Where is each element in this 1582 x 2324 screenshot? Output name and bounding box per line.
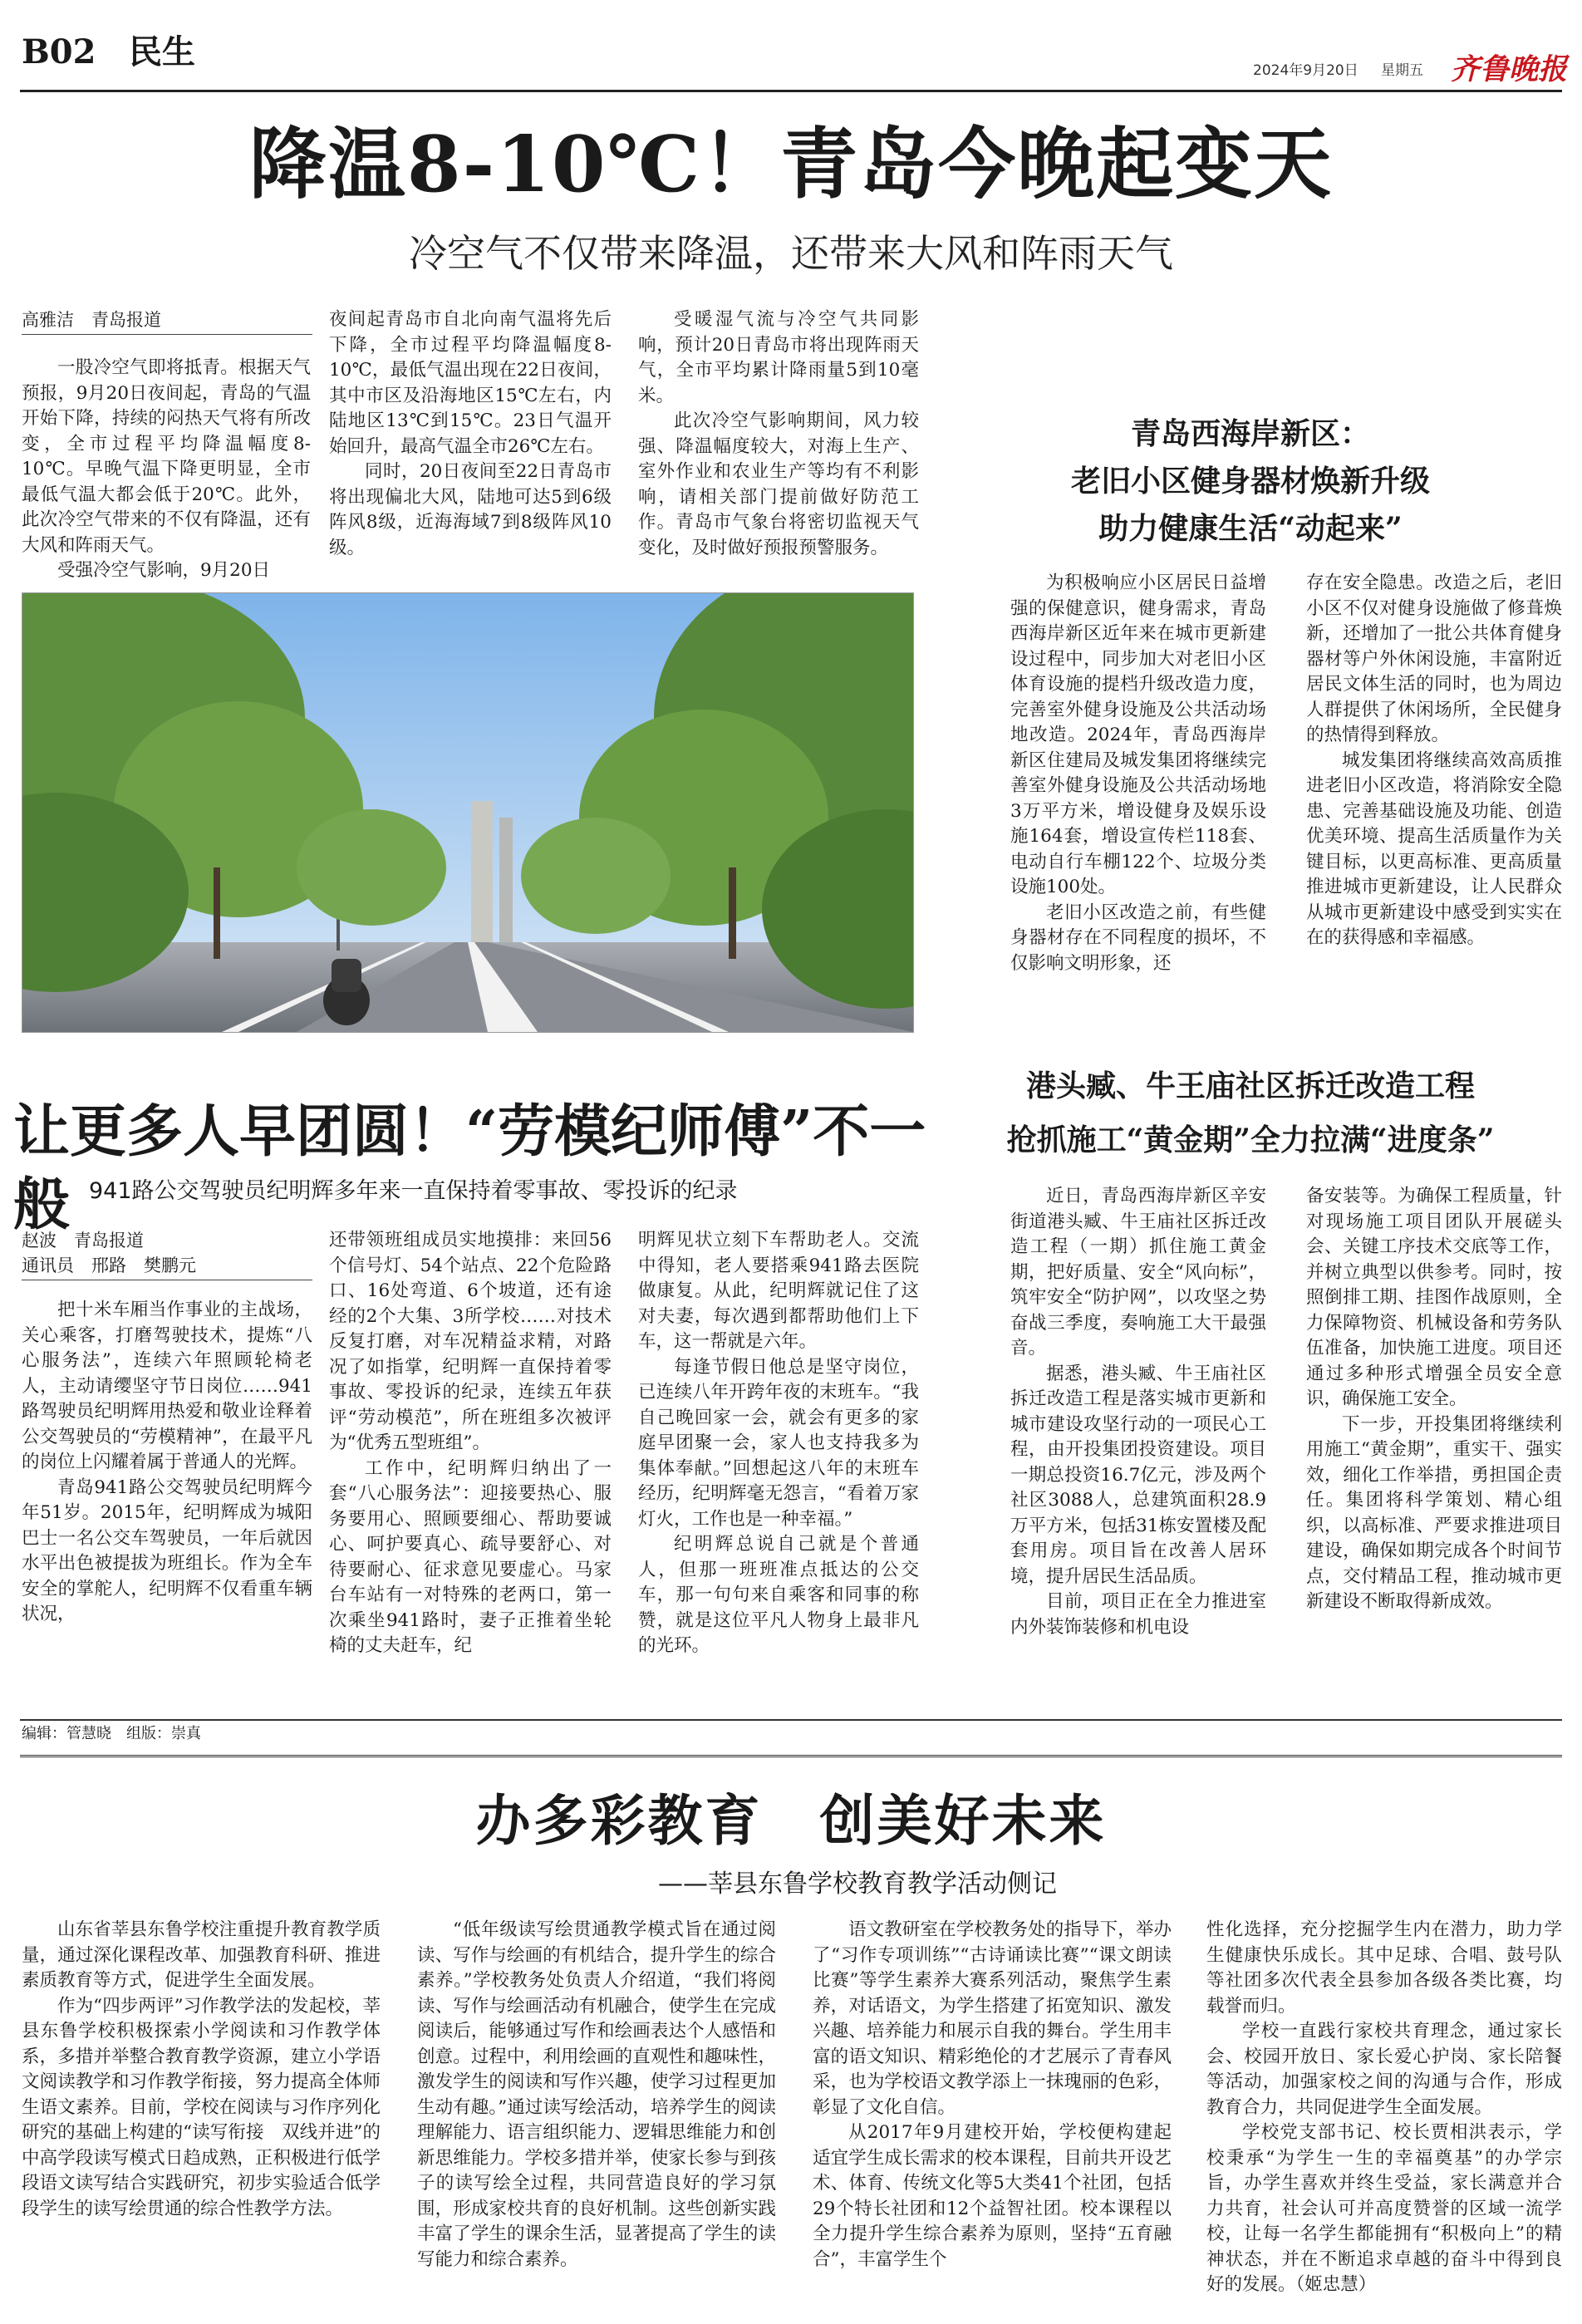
paragraph: 此次冷空气影响期间，风力较强、降温幅度较大，对海上生产、室外作业和农业生产等均有不利影响，请相关部门提前做好防范工作。青岛市气象台将密切监视天气变化，及时做好预报预警服务。 <box>638 410 919 558</box>
article2-subtitle: 941路公交驾驶员纪明辉多年来一直保持着零事故、零投诉的纪录 <box>89 1178 738 1204</box>
paragraph: 受强冷空气影响，9月20日 <box>57 560 271 581</box>
article1-col1 <box>22 356 311 584</box>
article2-byline-correspondents: 通讯员 邢路 樊鹏元 <box>22 1255 196 1275</box>
paragraph: “低年级读写绘贯通教学模式旨在通过阅读、写作与绘画的有机结合，提升学生的综合素养。”学校教务处负责人介绍道，“我们将阅读、写作与绘画活动有机融合，使学生在完成阅读后，能够通过写作和绘画表达个人感悟和创意。过程中，利用绘画的直观性和趣味性，激发学生的阅读和写作兴趣，使学习过程更加生动有趣。”通过读写绘活动，培养学生的阅读理解能力、语言组织能力、逻辑思维能力和创新思维能力。学校多措并举，使家长参与到孩子的读写绘全过程，共同营造良好的学习氛围，形成家校共育的良好机制。这些创新实践丰富了学生的课余生活，显著提高了学生的读写能力和综合素养。 <box>417 1919 776 2270</box>
section-divider <box>20 1755 1562 1757</box>
newspaper-logo: 齐鲁晚报 <box>1451 52 1568 86</box>
article5-author: （姬忠慧） <box>1295 2274 1377 2295</box>
paragraph: 工作中，纪明辉归纳出了一套“八心服务法”：迎接要热心、服务要用心、照顾要细心、帮助要诚心、呵护要真心、疏导要舒心、对待要耐心、征求意见要虚心。马家台车站有一对特殊的老两口，第一次乘坐941路时，妻子正推着坐轮椅的丈夫赶车，纪 <box>329 1457 612 1656</box>
paragraph: 备安装等。为确保工程质量，针对现场施工项目团队开展磋头会、关键工序技术交底等工作，并树立典型以供参考。同时，按照倒排工期、挂图作战原则，全力保障物资、机械设备和劳务队伍准备，加快施工进度。项目还通过多种形式增强全员安全意识，确保施工安全。 <box>1306 1186 1562 1409</box>
paragraph: 学校一直践行家校共育理念，通过家长会、校园开放日、家长爱心护岗、家长陪餐等活动，加强家校之间的沟通与合作，形成教育合力，共同促进学生全面发展。 <box>1206 2021 1562 2118</box>
page-number: B02 <box>22 32 96 71</box>
article2-col2 <box>329 1228 612 1659</box>
paragraph: 把十米车厢当作事业的主战场，关心乘客，打磨驾驶技术，提炼“八心服务法”，连续六年照顾轮椅老人，主动请缨坚守节日岗位……941路驾驶员纪明辉用热爱和敬业诠释着公交驾驶员的“劳模精神”，在最平凡的岗位上闪耀着属于普通人的光辉。 <box>22 1300 312 1472</box>
street-photo-image <box>22 593 913 1032</box>
article2-title: 让更多人早团圆！“劳模纪师傅”不一般 <box>13 1098 926 1238</box>
title-line: 助力健康生活“动起来” <box>1098 511 1403 546</box>
article2-col3 <box>638 1228 919 1659</box>
paragraph-text: 学校党支部书记、校长贾相洪表示，学校秉承“为学生一生的幸福奠基”的办学宗旨，办学生喜欢并终生受益，家长满意并合力共育，社会认可并高度赞誉的区域一流学校，让每一名学生都能拥有“积极向上”的精神状态，并在不断追求卓越的奋斗中得到良好的发展。 <box>1206 2122 1562 2295</box>
paragraph: 同时，20日夜间至22日青岛市将出现偏北大风，陆地可达5到6级阵风8级，近海海域7到8级阵风10级。 <box>329 461 612 558</box>
article4-col2 <box>1306 1184 1562 1615</box>
paragraph: 受暖湿气流与冷空气共同影响，预计20日青岛市将出现阵雨天气，全市平均累计降雨量5到10毫米。 <box>638 309 919 406</box>
article5-col2 <box>417 1918 776 2272</box>
article2-col1 <box>22 1298 312 1628</box>
article3-title <box>939 410 1562 553</box>
title-line: 老旧小区健身器材焕新升级 <box>1070 464 1430 499</box>
paragraph: 下一步，开投集团将继续利用施工“黄金期”，重实干、强实效，细化工作举措，勇担国企责任。集团将科学策划、精心组织，以高标准、严要求推进项目建设，确保如期完成各个时间节点，交付精品工程，推动城市更新建设不断取得新成效。 <box>1306 1413 1562 1612</box>
paragraph: 老旧小区改造之前，有些健身器材存在不同程度的损坏，不仅影响文明形象，还 <box>1010 902 1266 974</box>
street-photo <box>22 592 914 1033</box>
article1-title: 降温8-10℃！青岛今晚起变天 <box>248 119 1334 209</box>
article5-col3 <box>813 1918 1172 2272</box>
article1-subtitle: 冷空气不仅带来降温，还带来大风和阵雨天气 <box>409 231 1173 276</box>
article3-col1 <box>1010 571 1266 976</box>
issue-weekday: 星期五 <box>1381 62 1423 79</box>
article1-col3 <box>638 307 919 561</box>
paragraph: 青岛941路公交驾驶员纪明辉今年51岁。2015年，纪明辉成为城阳巴士一名公交车驾驶员，一年后就因水平出色被提拔为班组长。作为全车安全的掌舵人，纪明辉不仅看重车辆状况， <box>22 1476 312 1624</box>
paragraph: 目前，项目正在全力推进室内外装饰装修和机电设 <box>1010 1591 1266 1638</box>
paragraph: 从2017年9月建校开始，学校便构建起适宜学生成长需求的校本课程，目前共开设艺术、体育、传统文化等5大类41个社团，包括29个特长社团和12个益智社团。校本课程以全力提升学生综合素养为原则，坚持“五育融合”，丰富学生个 <box>813 2122 1172 2270</box>
paragraph: 一股冷空气即将抵青。根据天气预报，9月20日夜间起，青岛的气温开始下降，持续的闷热天气将有所改变，全市过程平均降温幅度8-10℃。早晚气温下降更明显，全市最低气温大都会低于20℃。此外，此次冷空气带来的不仅有降温，还有大风和阵雨天气。 <box>22 357 311 556</box>
header-rule <box>20 90 1562 92</box>
paragraph: 还带领班组成员实地摸排：来回56个信号灯、54个站点、22个危险路口、16处弯道、6个坡道，还有途经的2个大集、3所学校……对技术反复打磨，对车况精益求精，对路况了如指掌，纪明辉一直保持着零事故、零投诉的纪录，连续五年获评“劳动模范”，所在班组多次被评为“优秀五型班组”。 <box>329 1230 612 1453</box>
article2-byline-reporter: 赵波 青岛报道 <box>22 1231 144 1250</box>
article5-col4 <box>1206 1918 1562 2298</box>
paragraph: 存在安全隐患。改造之后，老旧小区不仅对健身设施做了修葺焕新，还增加了一批公共体育健身器材等户外休闲设施，丰富附近居民文体生活的同时，也为周边人群提供了休闲场所，全民健身的热情得到释放。 <box>1306 572 1562 745</box>
article1-byline: 高雅洁 青岛报道 <box>22 310 161 330</box>
paragraph: 夜间起青岛市自北向南气温将先后下降，全市过程平均降温幅度8-10℃，最低气温出现在22日夜间，其中市区及沿海地区15℃左右，内陆地区13℃到15℃。23日气温开始回升，最高气温全市26℃左右。 <box>329 309 612 457</box>
article1-col2 <box>329 307 612 561</box>
article1-byline-rule <box>22 334 312 335</box>
editor-rule <box>20 1719 1562 1721</box>
title-line: 青岛西海岸新区： <box>1130 416 1370 451</box>
editor-credit: 编辑：管慧晓 组版：崇真 <box>22 1725 201 1742</box>
paragraph: 作为“四步两评”习作教学法的发起校，莘县东鲁学校积极探索小学阅读和习作教学体系，多措并举整合教育教学资源，建立小学语文阅读教学和习作教学衔接，努力提高全体师生语文素养。目前，学校在阅读与习作序列化研究的基础上构建的“读写衔接 双线并进”的中高学段读写模式日趋成熟，正积极进行低学段语文读写结合实践研究，初步实验适合低学段学生的读写绘贯通的综合性教学方法。 <box>22 1995 381 2219</box>
paragraph: 每逢节假日他总是坚守岗位，已连续八年开跨年夜的末班车。“我自己晚回家一会，就会有更多的家庭早团聚一会，家人也支持我多为集体奉献。”回想起这八年的末班车经历，纪明辉毫无怨言，“看着万家灯火，工作也是一种幸福。” <box>638 1356 919 1530</box>
paragraph: 据悉，港头臧、牛王庙社区拆迁改造工程是落实城市更新和城市建设攻坚行动的一项民心工程，由开投集团投资建设。项目一期总投资16.7亿元，涉及两个社区3088人，总建筑面积28.9万平方米，包括31栋安置楼及配套用房。项目旨在改善人居环境，提升居民生活品质。 <box>1010 1363 1266 1587</box>
article5-col1 <box>22 1918 381 2222</box>
article5-subtitle: ——莘县东鲁学校教育教学活动侧记 <box>658 1870 1057 1899</box>
article4-col1 <box>1010 1184 1266 1640</box>
paragraph: 明辉见状立刻下车帮助老人。交流中得知，老人要搭乘941路去医院做康复。从此，纪明辉就记住了这对夫妻，每次遇到都帮助他们上下车，这一帮就是六年。 <box>638 1230 919 1352</box>
paragraph: 为积极响应小区居民日益增强的保健意识，健身需求，青岛西海岸新区近年来在城市更新建设过程中，同步加大对老旧小区体育设施的提档升级改造力度，完善室外健身设施及公共活动场地改造。2024年，青岛西海岸新区住建局及城发集团将继续完善室外健身设施及公共活动场地3万平方米，增设健身及娱乐设施164套，增设宣传栏118套、电动自行车棚122个、垃圾分类设施100处。 <box>1010 572 1266 897</box>
issue-date: 2024年9月20日 <box>1253 62 1358 79</box>
article3-col2 <box>1306 571 1562 951</box>
paragraph: 语文教研室在学校教务处的指导下，举办了“习作专项训练”“古诗诵读比赛”“课文朗读比赛”等学生素养大赛系列活动，聚焦学生素养，对话语文，为学生搭建了拓宽知识、激发兴趣、培养能力和展示自我的舞台。学生用丰富的语文知识、精彩绝伦的才艺展示了青春风采，也为学校语文教学添上一抹瑰丽的色彩，彰显了文化自信。 <box>813 1919 1172 2118</box>
section-name: 民生 <box>129 32 195 71</box>
title-line: 抢抓施工“黄金期”全力拉满“进度条” <box>1006 1123 1495 1157</box>
paragraph: 近日，青岛西海岸新区辛安街道港头臧、牛王庙社区拆迁改造工程（一期）抓住施工黄金期，把好质量、安全“风向标”，筑牢安全“防护网”，以攻坚之势奋战三季度，奏响施工大干最强音。 <box>1010 1186 1266 1359</box>
title-line: 港头臧、牛王庙社区拆迁改造工程 <box>1025 1069 1475 1103</box>
paragraph: 城发集团将继续高效高质推进老旧小区改造，将消除安全隐患、完善基础设施及功能、创造优美环境、提高生活质量作为关键目标，以更高标准、更高质量推进城市更新建设，让人民群众从城市更新建设中感受到实实在在的获得感和幸福感。 <box>1306 749 1562 948</box>
article5-title: 办多彩教育 创美好未来 <box>475 1788 1107 1853</box>
paragraph: 性化选择，充分挖掘学生内在潜力，助力学生健康快乐成长。其中足球、合唱、鼓号队等社团多次代表全县参加各级各类比赛，均载誉而归。 <box>1206 1919 1562 2017</box>
paragraph: 山东省莘县东鲁学校注重提升教育教学质量，通过深化课程改革、加强教育科研、推进素质教育等方式，促进学生全面发展。 <box>22 1919 381 1991</box>
article4-title <box>939 1059 1562 1167</box>
paragraph: 纪明辉总说自己就是个普通人，但那一班班准点抵达的公交车，那一句句来自乘客和同事的称赞，就是这位平凡人物身上最非凡的光环。 <box>638 1534 919 1656</box>
paragraph <box>1206 2120 1562 2298</box>
